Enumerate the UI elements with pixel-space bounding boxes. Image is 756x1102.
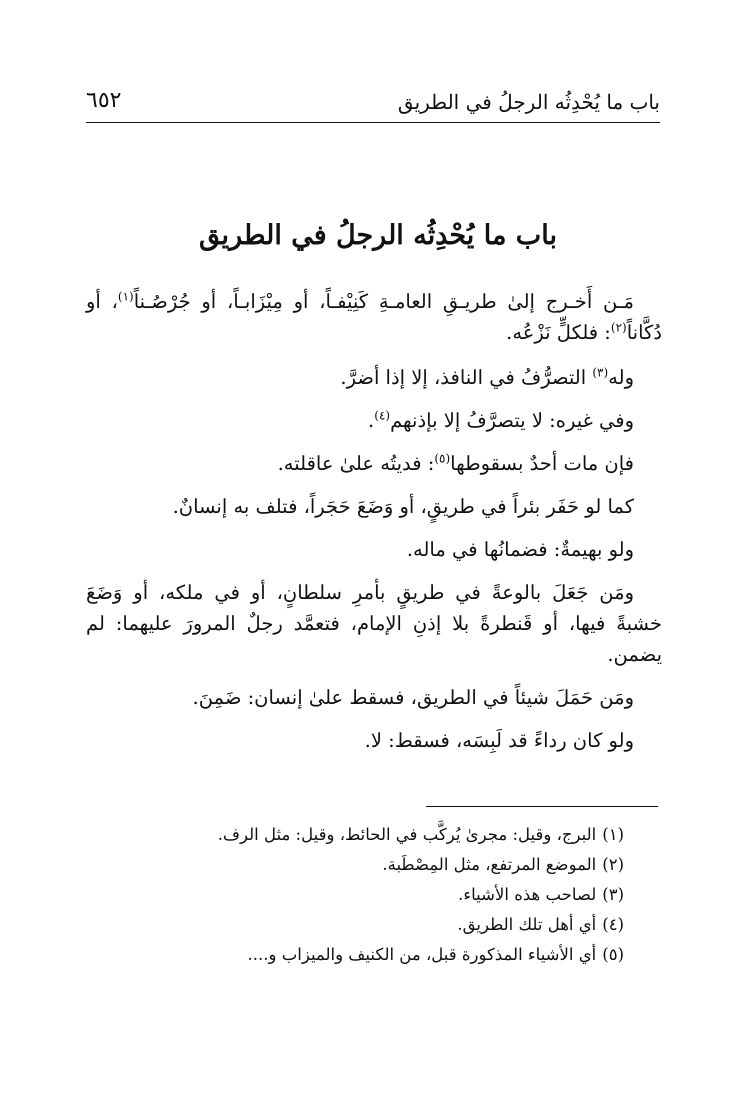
paragraph-4-text-a: فإن مات أحدٌ بسقوطها <box>450 452 634 475</box>
footnote-ref-1[interactable]: (١) <box>117 289 134 304</box>
paragraph-8: ومَن حَمَلَ شيئاً في الطريق، فسقط علىٰ إنسان: ضَمِنَ. <box>192 686 634 709</box>
paragraph-2 <box>86 362 662 393</box>
footnote-4 <box>104 910 624 940</box>
footnote-1 <box>104 820 624 850</box>
paragraph-9: ولو كان رداءً قد لَبِسَه، فسقط: لا. <box>364 729 634 752</box>
paragraph-3 <box>86 405 662 436</box>
footnote-ref-5[interactable]: (٥) <box>434 451 451 466</box>
footnote-ref-4[interactable]: (٤) <box>374 408 391 423</box>
footnote-text: البرج، وقيل: مجرىٰ يُركَّب في الحائط، وقيل: مثل الرف. <box>217 825 597 844</box>
paragraph-2-text-b: التصرُّفُ في النافذ، إلا إذا أضرَّ. <box>340 366 593 389</box>
footnote-2 <box>104 850 624 880</box>
footnote-text: أي أهل تلك الطريق. <box>457 915 597 934</box>
footnote-3 <box>104 880 624 910</box>
footnote-text: لصاحب هذه الأشياء. <box>458 885 597 904</box>
paragraph-3-text-b: . <box>368 409 375 432</box>
body-text <box>86 286 662 768</box>
chapter-title: باب ما يُحْدِثُه الرجلُ في الطريق <box>199 220 557 251</box>
footnote-ref-2[interactable]: (٢) <box>610 320 627 335</box>
paragraph-5: كما لو حَفَر بئراً في طريقٍ، أو وَضَعَ حَجَراً، فتلف به إنسانٌ. <box>172 495 634 518</box>
paragraph-1 <box>86 286 662 348</box>
footnote-number: (٤) <box>602 915 624 934</box>
paragraph-1-text-c: : فلكلٍّ نَزْعُه. <box>506 321 611 344</box>
footnote-text: الموضع المرتفع، مثل المِصْطَبة. <box>382 855 597 874</box>
paragraph-7: ومَن جَعَلَ بالوعةً في طريقٍ بأمرِ سلطانٍ، أو في ملكه، أو وَضَعَ خشبةً فيها، أو قَنطرةً بلا إذنِ الإمام، فتعمَّد رجلٌ المرورَ عليهما: لم يضمن. <box>86 581 662 666</box>
running-header <box>86 86 660 123</box>
paragraph-6: ولو بهيمةٌ: فضمانُها في ماله. <box>406 538 634 561</box>
paragraph-1-text-b: ، أو دُكَّاناً <box>86 290 662 344</box>
footnote-number: (٥) <box>602 945 624 964</box>
footnote-number: (١) <box>602 825 624 844</box>
footnote-5 <box>104 940 624 970</box>
footnote-number: (٣) <box>602 885 624 904</box>
running-title: باب ما يُحْدِثُه الرجلُ في الطريق <box>397 90 660 114</box>
footnotes <box>104 820 624 970</box>
footnote-separator <box>426 806 658 807</box>
paragraph-3-text-a: وفي غيره: لا يتصرَّفُ إلا بإذنهم <box>390 409 634 432</box>
paragraph-4-text-b: : فديتُه علىٰ عاقلته. <box>277 452 435 475</box>
footnote-number: (٢) <box>602 855 624 874</box>
paragraph-1-text-a: مَـن أَخـرج إلىٰ طريـقِ العامـةِ كَنِيْفـاً، أو مِيْزَابـاً، أو جُرْصُـناً <box>133 290 634 313</box>
footnote-ref-3[interactable]: (٣) <box>592 365 609 380</box>
page-number: ٦٥٢ <box>86 88 122 113</box>
paragraph-4 <box>86 448 662 479</box>
footnote-text: أي الأشياء المذكورة قبل، من الكنيف والميزاب و.... <box>247 945 597 964</box>
paragraph-2-text-a: وله <box>608 366 634 389</box>
